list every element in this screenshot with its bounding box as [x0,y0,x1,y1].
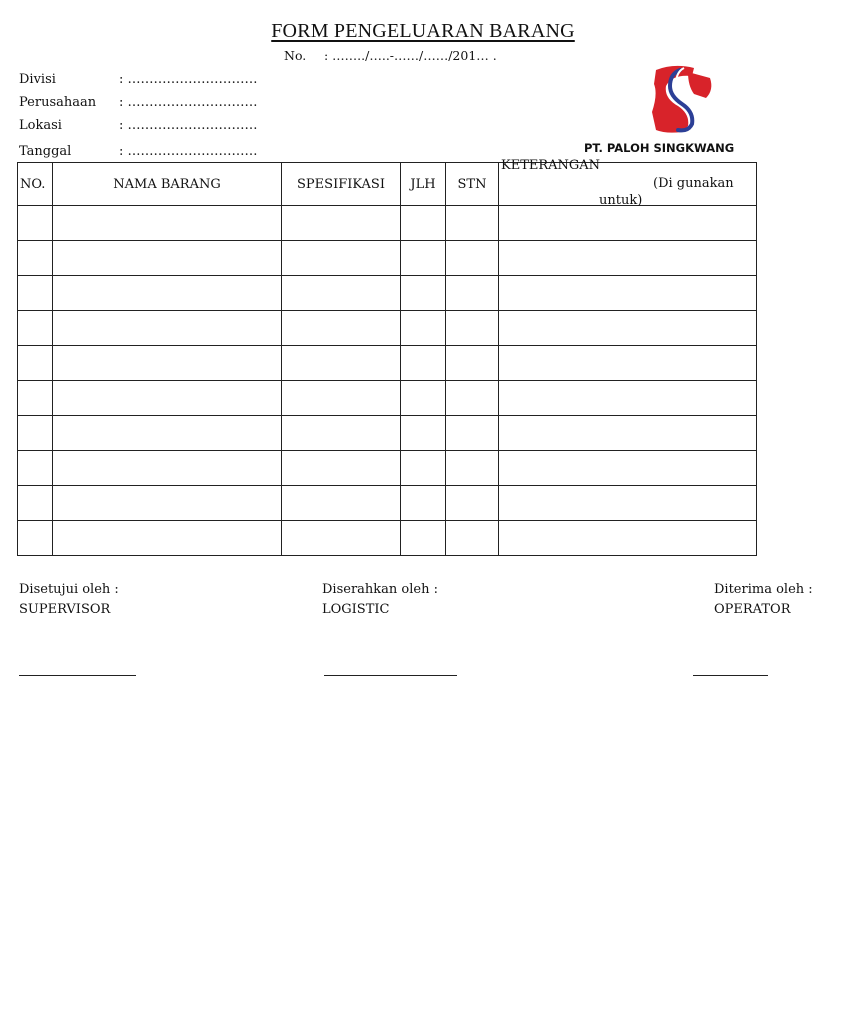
cell-spesifikasi[interactable] [282,241,401,276]
cell-spesifikasi[interactable] [282,381,401,416]
cell-nama-barang[interactable] [53,416,282,451]
table-row [18,346,757,381]
cell-stn[interactable] [446,311,499,346]
header-keterangan [499,158,757,208]
field-tanggal-value: : ………………………… [119,144,258,159]
cell-stn[interactable] [446,241,499,276]
form-title: FORM PENGELUARAN BARANG [271,20,575,42]
cell-stn[interactable] [446,206,499,241]
cell-spesifikasi[interactable] [282,346,401,381]
items-table-body [18,206,757,556]
cell-no[interactable] [18,311,53,346]
signature-label: Disetujui oleh : [19,582,119,597]
header-keterangan-line2: (Di gunakan [653,176,734,191]
field-perusahaan [19,95,258,110]
table-row [18,311,757,346]
cell-jlh[interactable] [401,206,446,241]
signature-line-operator [693,675,768,676]
cell-jlh[interactable] [401,416,446,451]
header-nama-barang: NAMA BARANG [53,163,282,206]
cell-keterangan[interactable] [499,381,757,416]
table-row [18,521,757,556]
document-number-value: : ……../…..-……/……/201… . [324,48,497,63]
cell-spesifikasi[interactable] [282,311,401,346]
cell-nama-barang[interactable] [53,521,282,556]
cell-stn[interactable] [446,346,499,381]
cell-no[interactable] [18,206,53,241]
signature-role: LOGISTIC [322,602,390,617]
signature-block-logistic [322,580,438,620]
field-lokasi-value: : ………………………… [119,118,258,133]
cell-no[interactable] [18,451,53,486]
cell-jlh[interactable] [401,311,446,346]
cell-no[interactable] [18,521,53,556]
cell-no[interactable] [18,276,53,311]
cell-nama-barang[interactable] [53,486,282,521]
cell-keterangan[interactable] [499,311,757,346]
cell-keterangan[interactable] [499,451,757,486]
cell-keterangan[interactable] [499,521,757,556]
header-stn: STN [446,163,499,206]
table-row [18,206,757,241]
cell-keterangan[interactable] [499,416,757,451]
header-keterangan-line1: KETERANGAN [501,158,601,173]
signature-line-supervisor [19,675,136,676]
cell-stn[interactable] [446,276,499,311]
cell-jlh[interactable] [401,346,446,381]
table-row [18,486,757,521]
cell-spesifikasi[interactable] [282,521,401,556]
header-keterangan-line3: untuk) [599,193,643,208]
cell-stn[interactable] [446,416,499,451]
items-table-wrapper [17,158,768,560]
field-divisi-value: : ………………………… [119,72,258,87]
cell-nama-barang[interactable] [53,276,282,311]
cell-no[interactable] [18,416,53,451]
header-no: NO. [18,163,53,206]
cell-nama-barang[interactable] [53,241,282,276]
signature-label: Diserahkan oleh : [322,582,438,597]
cell-spesifikasi[interactable] [282,416,401,451]
cell-nama-barang[interactable] [53,451,282,486]
table-row [18,276,757,311]
header-spesifikasi: SPESIFIKASI [282,163,401,206]
signature-role: OPERATOR [714,602,791,617]
cell-jlh[interactable] [401,486,446,521]
paloh-singkwang-logo-icon [648,64,716,134]
cell-spesifikasi[interactable] [282,451,401,486]
cell-spesifikasi[interactable] [282,206,401,241]
cell-jlh[interactable] [401,241,446,276]
document-number [284,48,497,63]
signature-block-supervisor [19,580,119,620]
cell-no[interactable] [18,241,53,276]
cell-spesifikasi[interactable] [282,276,401,311]
table-header-row [18,163,757,206]
table-row [18,241,757,276]
cell-jlh[interactable] [401,521,446,556]
cell-nama-barang[interactable] [53,311,282,346]
cell-jlh[interactable] [401,381,446,416]
field-divisi [19,72,258,87]
cell-nama-barang[interactable] [53,381,282,416]
field-perusahaan-value: : ………………………… [119,95,258,110]
field-lokasi [19,118,258,133]
cell-nama-barang[interactable] [53,206,282,241]
cell-no[interactable] [18,486,53,521]
items-table [17,158,757,556]
cell-stn[interactable] [446,451,499,486]
field-tanggal [19,144,258,159]
field-perusahaan-label: Perusahaan [19,95,97,110]
cell-stn[interactable] [446,486,499,521]
cell-jlh[interactable] [401,276,446,311]
field-lokasi-label: Lokasi [19,118,62,133]
document-number-label: No. [284,48,307,63]
cell-no[interactable] [18,381,53,416]
table-row [18,416,757,451]
signature-label: Diterima oleh : [714,582,813,597]
field-tanggal-label: Tanggal [19,144,72,159]
cell-keterangan[interactable] [499,206,757,241]
cell-stn[interactable] [446,521,499,556]
table-row [18,381,757,416]
header-jlh: JLH [401,163,446,206]
cell-nama-barang[interactable] [53,346,282,381]
cell-keterangan[interactable] [499,486,757,521]
cell-no[interactable] [18,346,53,381]
cell-stn[interactable] [446,381,499,416]
cell-keterangan[interactable] [499,241,757,276]
table-row [18,451,757,486]
cell-keterangan[interactable] [499,346,757,381]
signature-block-operator [714,580,813,620]
signature-line-logistic [324,675,457,676]
cell-jlh[interactable] [401,451,446,486]
cell-keterangan[interactable] [499,276,757,311]
cell-spesifikasi[interactable] [282,486,401,521]
field-divisi-label: Divisi [19,72,56,87]
signature-role: SUPERVISOR [19,602,111,617]
company-name: PT. PALOH SINGKWANG [584,141,735,155]
